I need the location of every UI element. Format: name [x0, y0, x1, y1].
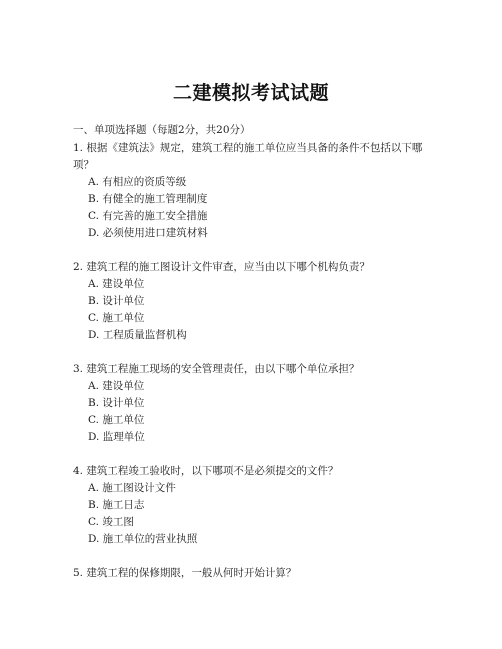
option-b: B. 设计单位: [88, 295, 145, 307]
option-c: C. 有完善的施工安全措施: [88, 210, 208, 222]
section-heading: 一、单项选择题（每题2分，共20分）: [73, 124, 251, 136]
option-d: D. 工程质量监督机构: [88, 329, 187, 341]
option-b: B. 施工日志: [88, 499, 145, 511]
question-text: 5. 建筑工程的保修期限，一般从何时开始计算？: [73, 567, 297, 579]
question-text: 1. 根据《建筑法》规定，建筑工程的施工单位应当具备的条件不包括以下哪项？: [73, 142, 423, 171]
option-d: D. 施工单位的营业执照: [88, 533, 198, 545]
question-text: 3. 建筑工程施工现场的安全管理责任，由以下哪个单位承担？: [73, 363, 360, 375]
question-spacer: [73, 242, 433, 259]
question-spacer: [73, 548, 433, 565]
option-a: A. 建设单位: [88, 278, 145, 290]
option-a: A. 有相应的资质等级: [88, 176, 187, 188]
option-b: B. 有健全的施工管理制度: [88, 193, 208, 205]
page-title: 二建模拟考试试题: [172, 82, 329, 104]
question-5: [73, 565, 433, 582]
question-4: [73, 463, 433, 548]
option-a: A. 建设单位: [88, 380, 145, 392]
option-d: D. 必须使用进口建筑材料: [88, 227, 208, 239]
option-a: A. 施工图设计文件: [88, 482, 176, 494]
question-1: [73, 140, 433, 242]
option-c: C. 施工单位: [88, 414, 145, 426]
question-text: 2. 建筑工程的施工图设计文件审查，应当由以下哪个机构负责？: [73, 261, 370, 273]
option-d: D. 监理单位: [88, 431, 145, 443]
question-text: 4. 建筑工程竣工验收时，以下哪项不是必须提交的文件？: [73, 465, 339, 477]
exam-content: [73, 122, 433, 582]
option-c: C. 竣工图: [88, 516, 134, 528]
question-2: [73, 259, 433, 344]
question-spacer: [73, 344, 433, 361]
option-b: B. 设计单位: [88, 397, 145, 409]
option-c: C. 施工单位: [88, 312, 145, 324]
question-3: [73, 361, 433, 446]
question-spacer: [73, 446, 433, 463]
